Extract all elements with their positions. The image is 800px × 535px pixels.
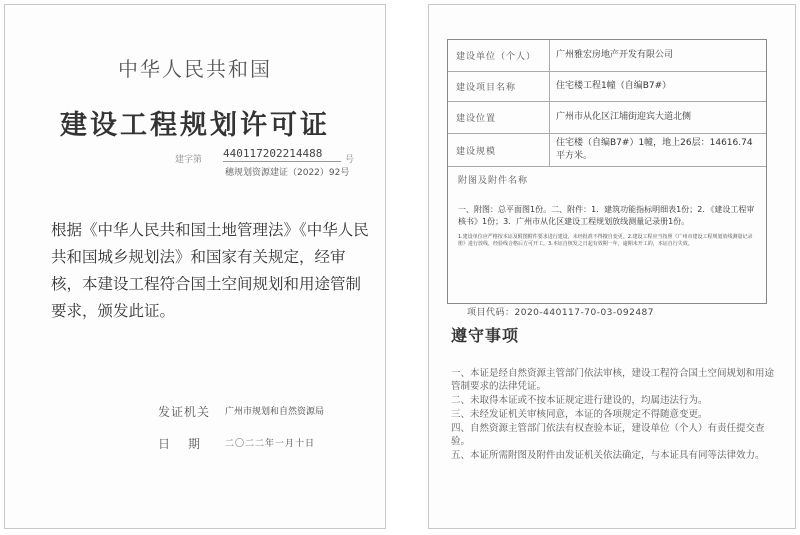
table-row [448,40,766,72]
list-item: 四、自然资源主管部门依法有权查验本证，建设单位（个人）有责任提交查验。 [451,423,765,447]
notes-title: 遵守事项 [451,326,520,345]
field-label: 建设规模 [448,134,550,166]
field-label: 建设位置 [448,102,550,133]
attachments-text: 一、附图：总平面图1份。二、附件：1．建筑功能指标明细表1份；2．《建设工程审核书》1份；3．广州市从化区建设工程规划放线测量记录册1份。 [458,205,755,226]
field-label: 建设项目名称 [448,72,550,101]
permit-sub-number: 穗规划资源建证（2022）92号 [225,168,350,178]
list-item: 五、本证所需附图及附件由发证机关依法确定，与本证具有同等法律效力。 [451,450,765,461]
issuer-label: 发证机关 [158,405,211,419]
table-row [448,72,766,102]
field-value: 广州雅宏房地产开发有限公司 [556,50,674,60]
table-row [448,134,766,167]
permit-detail-page [428,4,796,529]
table-row [448,102,766,134]
permit-statement: 根据《中华人民共和国土地管理法》《中华人民共和国城乡规划法》和国家有关规定，经审核，本建设工程符合国土空间规划和用途管制要求，颁发此证。 [51,221,369,320]
list-item: 二、未取得本证或不按本证规定进行建设的，均属违法行为。 [451,395,708,406]
project-code: 项目代码：2020-440117-70-03-092487 [467,308,655,318]
permit-number-prefix: 建字第 [175,155,203,165]
field-value: 住宅楼工程1幢（自编B7#） [556,81,672,91]
permit-number: 440117202214488 [223,147,341,162]
permit-detail-table [447,39,767,304]
attachments-fine-print: 1.建设单位应严格按本证及附图附件要求进行建设，未经批准不得擅自变更。2.建设工程应当按照《广州市建设工程规划放线测量记录册》进行放线，经验线合格后方可开工。3.本证自核发之日起有效期一年，逾期未开工的，本证自行失效。 [458,234,753,247]
attachments-row [448,167,766,303]
issuing-country: 中华人民共和国 [118,57,272,81]
issuer-name: 广州市规划和自然资源局 [225,407,325,417]
attachments-label: 附图及附件名称 [458,176,529,186]
notes-list [451,367,781,463]
date-label: 日期 [158,437,219,451]
field-value: 广州市从化区江埔街迎宾大道北侧 [556,112,692,122]
issue-date: 二〇二二年一月十日 [225,439,316,449]
permit-number-suffix: 号 [345,155,355,165]
field-value: 住宅楼（自编B7#）1幢，地上26层：14616.74平方米。 [556,138,753,161]
permit-cover-page [4,4,386,529]
field-label: 建设单位（个人） [448,40,550,71]
list-item: 三、未经发证机关审核同意，本证的各项规定不得随意变更。 [451,409,708,420]
list-item: 一、本证是经自然资源主管部门依法审核，建设工程符合国土空间规划和用途管制要求的法律凭证。 [451,368,775,392]
permit-title: 建设工程规划许可证 [60,110,330,141]
